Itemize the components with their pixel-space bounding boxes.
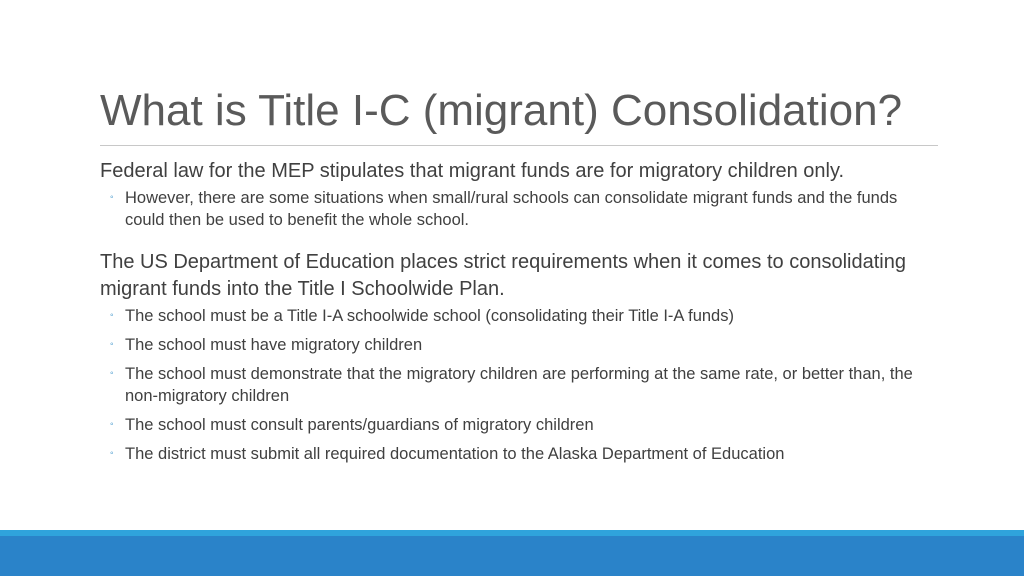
bullet-item <box>100 363 940 407</box>
circle-bullet-icon: ◦ <box>110 339 114 350</box>
bullet-item <box>100 334 940 356</box>
paragraph-federal-law: Federal law for the MEP stipulates that migrant funds are for migratory children only. <box>100 160 845 182</box>
federal-law-bullet-list <box>100 187 940 231</box>
bullet-text: The district must submit all required documentation to the Alaska Department of Education <box>125 445 785 463</box>
circle-bullet-icon: ◦ <box>110 368 114 379</box>
bullet-item <box>100 187 940 231</box>
bullet-text: The school must consult parents/guardians of migratory children <box>125 416 594 434</box>
slide-content <box>100 158 940 472</box>
footer-accent-band <box>0 530 1024 576</box>
title-divider <box>100 145 938 146</box>
slide-title: What is Title I-C (migrant) Consolidation? <box>100 86 903 135</box>
bullet-text: The school must have migratory children <box>125 336 423 354</box>
bullet-item <box>100 443 940 465</box>
bullet-item <box>100 414 940 436</box>
bullet-item <box>100 305 940 327</box>
bullet-text: The school must demonstrate that the migratory children are performing at the same rate, or better than, the non-migratory children <box>125 365 913 405</box>
bullet-text: The school must be a Title I-A schoolwide school (consolidating their Title I-A funds) <box>125 307 734 325</box>
circle-bullet-icon: ◦ <box>110 192 114 203</box>
footer-accent-bar <box>0 536 1024 576</box>
bullet-text: However, there are some situations when small/rural schools can consolidate migrant funds and the funds could then be used to benefit the whole school. <box>125 189 898 229</box>
requirements-bullet-list <box>100 305 940 465</box>
circle-bullet-icon: ◦ <box>110 419 114 430</box>
circle-bullet-icon: ◦ <box>110 310 114 321</box>
circle-bullet-icon: ◦ <box>110 448 114 459</box>
paragraph-requirements: The US Department of Education places strict requirements when it comes to consolidating migrant funds into the Title I Schoolwide Plan. <box>100 251 906 300</box>
